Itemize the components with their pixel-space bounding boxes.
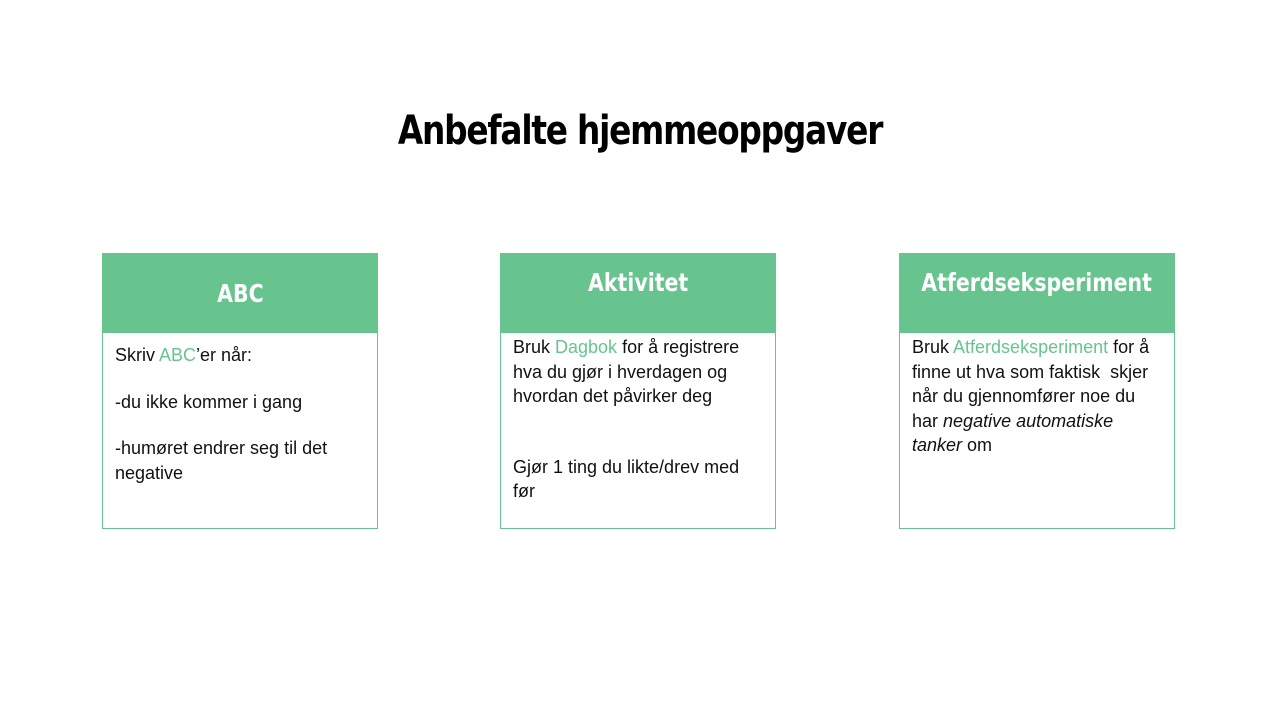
- card-abc: [102, 253, 378, 529]
- paragraph: [912, 335, 1162, 458]
- card-body: [103, 333, 377, 485]
- text: Bruk: [912, 337, 954, 357]
- paragraph: [513, 335, 763, 409]
- card-aktivitet: [500, 253, 776, 529]
- card-body: [501, 333, 775, 504]
- card-atferdseksperiment: [899, 253, 1175, 529]
- highlight-atferdseksperiment: Atferdseksperiment: [953, 337, 1109, 357]
- card-header: [103, 254, 377, 333]
- text: om: [962, 435, 993, 455]
- text: for å registrere hva du gjør i hverdagen og hvordan det påvirker deg: [513, 337, 740, 406]
- card-heading: Atferdseksperiment: [921, 268, 1153, 297]
- card-header: [900, 254, 1174, 333]
- card-heading: Aktivitet: [587, 268, 689, 297]
- intro-line: [115, 343, 365, 368]
- highlight-dagbok: Dagbok: [555, 337, 618, 357]
- list-item: -du ikke kommer i gang: [115, 391, 303, 412]
- page-title: Anbefalte hjemmeoppgaver: [397, 108, 883, 154]
- text: Bruk: [513, 337, 556, 357]
- highlight-abc: ABC: [159, 345, 197, 365]
- list-item: -humøret endrer seg til det negative: [115, 438, 328, 483]
- card-body: [900, 333, 1174, 458]
- card-heading: ABC: [216, 279, 264, 308]
- italic-text: negative automatiske tanker: [912, 410, 1114, 455]
- text: for å finne ut hva som faktisk skjer når du gjennomfører noe du har: [912, 337, 1155, 431]
- paragraph: Gjør 1 ting du likte/drev med før: [513, 456, 740, 501]
- card-header: [501, 254, 775, 333]
- text: ’er når:: [196, 345, 253, 365]
- text: Skriv: [115, 345, 160, 365]
